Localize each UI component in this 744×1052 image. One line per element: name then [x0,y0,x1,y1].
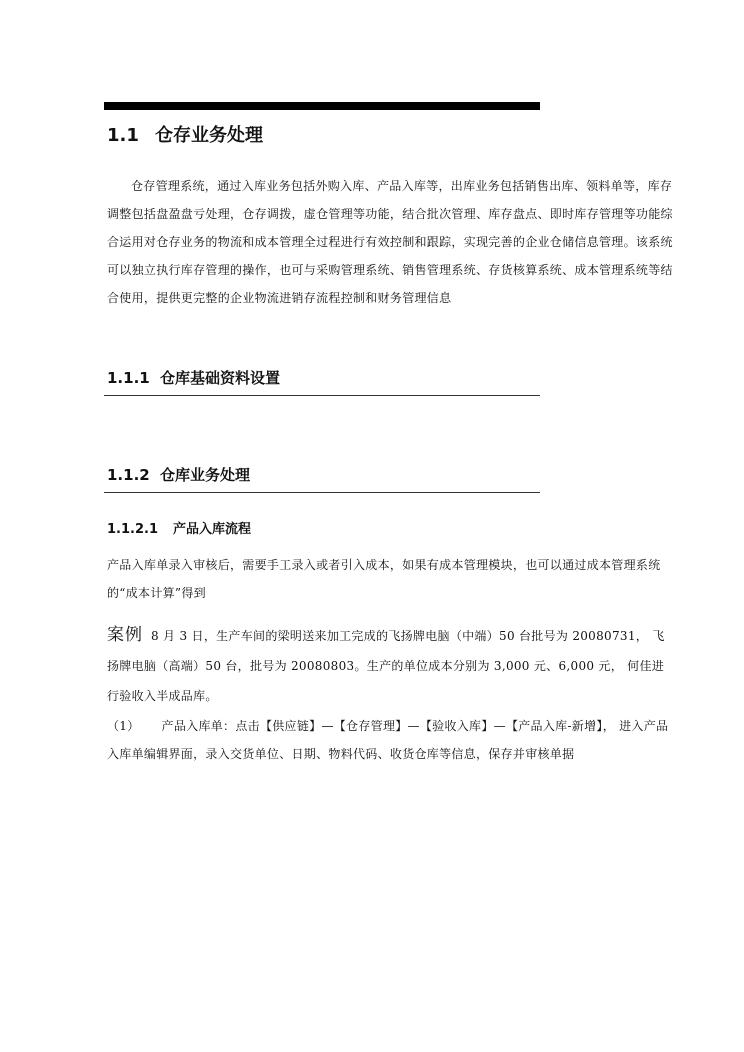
subsubsection-heading [107,521,251,539]
subsection-heading-1 [107,368,280,388]
subsection-rule-2 [104,492,540,493]
section-intro-paragraph: 仓存管理系统，通过入库业务包括外购入库、产品入库等，出库业务包括销售出库、领料单等，库存调整包括盘盈盘亏处理，仓存调拨，虚仓管理等功能，结合批次管理、库存盘点、即时库存管理等功能综合运用对仓存业务的物流和成本管理全过程进行有效控制和跟踪，实现完善的企业仓储信息管理。该系统可以独立执行库存管理的操作，也可与采购管理系统、销售管理系统、存货核算系统、成本管理系统等结合使用，提供更完整的企业物流进销存流程控制和财务管理信息 [107,179,673,305]
subsection-title-2: 仓库业务处理 [160,466,251,484]
subsection-title-1: 仓库基础资料设置 [160,369,281,387]
case-paragraph [107,620,673,711]
case-label: 案例 [107,625,143,645]
subsection-heading-2 [107,465,250,485]
section-heading [107,124,263,148]
subsubsection-title: 产品入库流程 [173,522,252,537]
step-number: （1） [107,719,140,733]
section-number: 1.1 [107,125,139,146]
step-text: 产品入库单：点击【供应链】—【仓存管理】—【验收入库】—【产品入库-新增】， 进入产品入库单编辑界面，录入交货单位、日期、物料代码、收货仓库等信息，保存并审核单据 [107,719,669,761]
process-paragraph: 产品入库单录入审核后，需要手工录入或者引入成本，如果有成本管理模块，也可以通过成本管理系统的“成本计算”得到 [107,558,661,600]
step-paragraph [107,712,673,768]
section-title: 仓存业务处理 [155,125,263,146]
section-top-rule [104,102,540,110]
subsubsection-number: 1.1.2.1 [107,522,158,537]
subsection-number-1: 1.1.1 [107,369,150,387]
subsection-rule-1 [104,395,540,396]
subsection-number-2: 1.1.2 [107,466,150,484]
case-text: 8 月 3 日，生产车间的梁明送来加工完成的飞扬牌电脑（中端）50 台批号为 20080731， 飞扬牌电脑（高端）50 台，批号为 20080803。生产的单位成本分别为 3,000 元、6,000 元， 何佳进行验收入半成品库。 [107,629,665,703]
